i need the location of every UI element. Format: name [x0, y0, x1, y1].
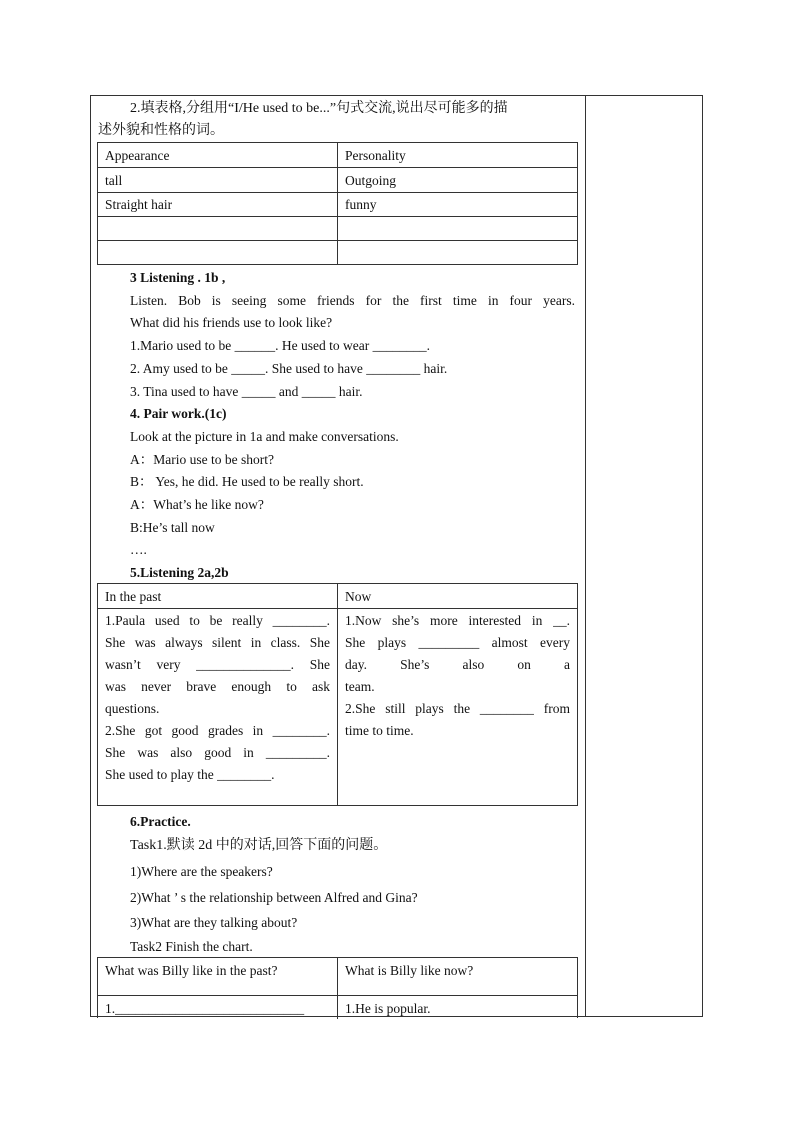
practice-question: 2)What ’ s the relationship between Alfred and Gina?: [130, 890, 418, 905]
billy-past-header: What was Billy like in the past?: [105, 963, 278, 978]
task2-intro-line1: 2.填表格,分组用“I/He used to be...”句式交流,说出尽可能多的描: [130, 101, 508, 116]
question-3: 3. Tina used to have _____ and _____ hair.: [130, 384, 363, 399]
practice-question: 3)What are they talking about?: [130, 915, 298, 930]
billy-table: [97, 957, 578, 1018]
table-cell: tall: [105, 173, 123, 188]
past-now-table: [97, 583, 578, 806]
now-text: 1.Now she’s more interested in __. She plays _________ almost every day. She’s also on a team. 2.She still plays the ________ from time to time.: [345, 613, 570, 738]
notes-column-divider: [585, 95, 586, 1017]
dialogue-line: B:He’s tall now: [130, 520, 215, 535]
table-cell: funny: [345, 197, 377, 212]
in-the-past-header: In the past: [105, 589, 162, 604]
task1-instruction: Task1.默读 2d 中的对话,回答下面的问题。: [130, 838, 388, 853]
question-1: 1.Mario used to be ______. He used to wear ________.: [130, 338, 430, 353]
task2-intro-line2: 述外貌和性格的词。: [98, 123, 224, 138]
billy-past-answer: 1.____________________________: [105, 1001, 305, 1016]
dialogue-line: B： Yes, he did. He used to be really short.: [130, 474, 364, 489]
appearance-header: Appearance: [105, 148, 170, 163]
billy-now-header: What is Billy like now?: [345, 963, 474, 978]
table-cell: Outgoing: [345, 173, 397, 188]
now-header: Now: [345, 589, 372, 604]
table-cell: Straight hair: [105, 197, 173, 212]
listening-1b-intro: Listen. Bob is seeing some friends for the first time in four years. What did his friends use to look like?: [130, 293, 575, 330]
dialogue-line: A：Mario use to be short?: [130, 452, 274, 467]
ellipsis: ….: [130, 542, 147, 557]
personality-header: Personality: [345, 148, 406, 163]
practice-question: 1)Where are the speakers?: [130, 864, 273, 879]
past-text: 1.Paula used to be really ________. She was always silent in class. She wasn’t very ______________. She was never brave enough to ask questions. 2.She got good grades in ________. She was also good in _________. She used to play the ________.: [105, 613, 330, 782]
appearance-table: [97, 142, 578, 265]
listening-1b-heading: 3 Listening . 1b ,: [130, 270, 226, 285]
question-2: 2. Amy used to be _____. She used to have ________ hair.: [130, 361, 448, 376]
task2-instruction: Task2 Finish the chart.: [130, 939, 253, 954]
listening-2a-heading: 5.Listening 2a,2b: [130, 565, 229, 580]
pair-work-instruction: Look at the picture in 1a and make conversations.: [130, 429, 399, 444]
practice-heading: 6.Practice.: [130, 814, 191, 829]
pair-work-heading: 4. Pair work.(1c): [130, 406, 227, 421]
billy-now-answer: 1.He is popular.: [345, 1001, 431, 1016]
dialogue-line: A：What’s he like now?: [130, 497, 264, 512]
